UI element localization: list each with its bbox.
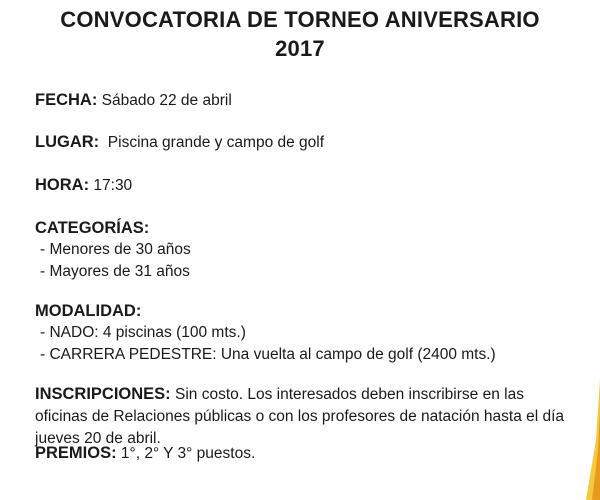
premios-label: PREMIOS: [35,444,117,462]
fecha-section [35,89,580,112]
fecha-value: Sábado 22 de abril [101,92,232,109]
lugar-value: Piscina grande y campo de golf [107,134,325,151]
fecha-label: FECHA: [35,91,98,109]
inscripciones-label: INSCRIPCIONES: [35,385,171,403]
lugar-label: LUGAR: [35,133,100,151]
hora-section [35,174,580,197]
categorias-section [35,217,580,283]
modalidad-label: MODALIDAD: [35,302,142,320]
modalidad-section [35,300,580,366]
corner-decoration [582,380,600,500]
premios-value: 1°, 2° Y 3° puestos. [120,445,256,462]
lugar-section [35,131,580,154]
title-line-1: CONVOCATORIA DE TORNEO ANIVERSARIO [60,7,540,32]
categoria-item: - Mayores de 31 años [40,263,190,280]
modalidad-item: - NADO: 4 piscinas (100 mts.) [40,324,246,341]
categoria-item: - Menores de 30 años [40,241,191,258]
title-line-2: 2017 [275,36,325,61]
modalidad-item: - CARRERA PEDESTRE: Una vuelta al campo de golf (2400 mts.) [40,346,496,363]
premios-section [35,442,580,465]
inscripciones-value: Sin costo. Los interesados deben inscribirse en las oficinas de Relaciones públicas o con los profesores de natación hasta el día jueves 20 de abril. [35,386,565,447]
categorias-label: CATEGORÍAS: [35,219,150,237]
hora-label: HORA: [35,176,90,194]
inscripciones-section [35,383,580,450]
hora-value: 17:30 [93,177,133,194]
